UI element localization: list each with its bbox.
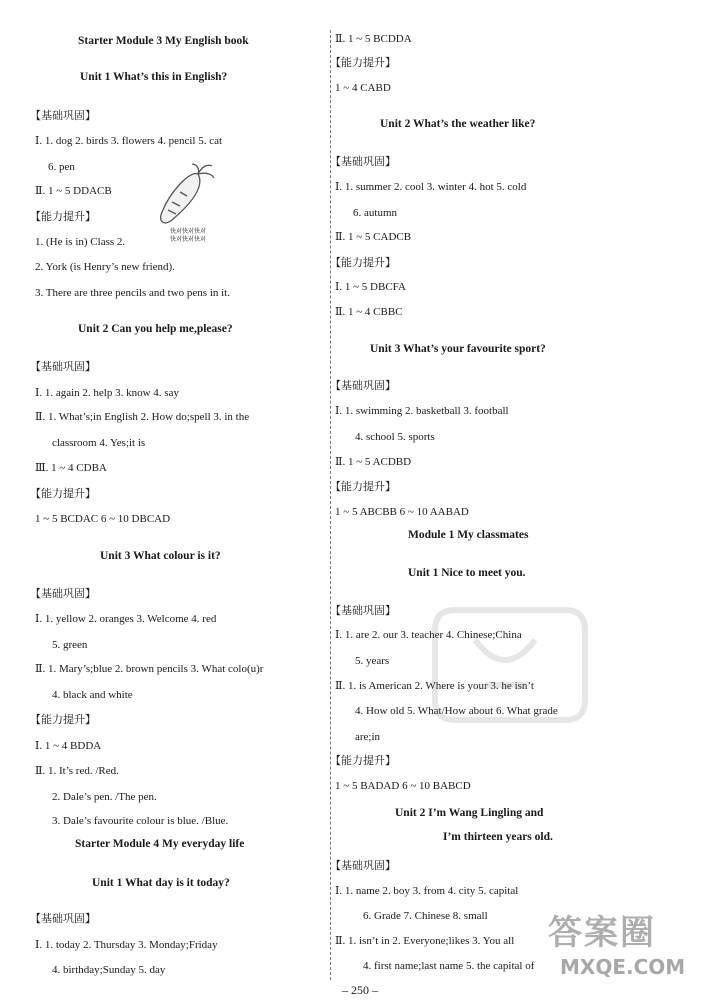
- answer-line: Ⅰ. 1. summer 2. cool 3. winter 4. hot 5. cold: [335, 181, 527, 193]
- answer-line: 2. Dale’s pen. /The pen.: [52, 791, 157, 803]
- section-label: 【能力提升】: [30, 210, 96, 223]
- answer-line: 6. Grade 7. Chinese 8. small: [363, 910, 488, 922]
- sticker-caption-line-1: 快对快对快对: [170, 228, 207, 235]
- answer-line: Ⅱ. 1 ~ 4 CBBC: [335, 306, 403, 318]
- stamp-watermark-icon: [415, 590, 595, 740]
- answer-line: Ⅰ. 1. swimming 2. basketball 3. football: [335, 405, 509, 417]
- answer-line: 6. pen: [48, 161, 75, 173]
- answer-line: Ⅲ. 1 ~ 4 CDBA: [35, 462, 107, 474]
- answer-line: Ⅰ. 1. today 2. Thursday 3. Monday;Friday: [35, 939, 218, 951]
- left-column: [0, 0, 330, 1007]
- heading: Unit 2 What’s the weather like?: [380, 118, 536, 130]
- section-label: 【能力提升】: [330, 56, 396, 69]
- answer-line: Ⅱ. 1 ~ 5 CADCB: [335, 231, 412, 243]
- section-label: 【能力提升】: [330, 754, 396, 767]
- answer-line: 1 ~ 5 BADAD 6 ~ 10 BABCD: [335, 780, 471, 792]
- answer-line: Ⅱ. 1 ~ 5 BCDDA: [335, 33, 412, 45]
- answer-line: 4. birthday;Sunday 5. day: [52, 964, 166, 976]
- heading: Starter Module 3 My English book: [78, 35, 249, 47]
- section-label: 【能力提升】: [30, 713, 96, 726]
- answer-line: Ⅰ. 1 ~ 4 BDDA: [35, 740, 102, 752]
- section-label: 【基础巩固】: [30, 109, 96, 122]
- right-column: [330, 0, 720, 1007]
- section-label: 【基础巩固】: [330, 155, 396, 168]
- section-label: 【基础巩固】: [30, 360, 96, 373]
- heading: Unit 2 I’m Wang Lingling and: [395, 807, 544, 819]
- heading: Unit 3 What’s your favourite sport?: [370, 343, 546, 355]
- answer-line: 1 ~ 5 ABCBB 6 ~ 10 AABAD: [335, 506, 469, 518]
- heading: Unit 1 What day is it today?: [92, 877, 230, 889]
- answer-line: 4. black and white: [52, 689, 133, 701]
- answer-line: 4. How old 5. What/How about 6. What grade: [355, 705, 558, 717]
- section-label: 【能力提升】: [330, 480, 396, 493]
- answer-line: 3. Dale’s favourite colour is blue. /Blue.: [52, 815, 229, 827]
- watermark-logo: 答案圈: [548, 913, 656, 953]
- answer-line: 3. There are three pencils and two pens in it.: [35, 287, 230, 299]
- section-label: 【基础巩固】: [330, 859, 396, 872]
- answer-line: Ⅰ. 1. are 2. our 3. teacher 4. Chinese;China: [335, 629, 522, 641]
- answer-line: 6. autumn: [353, 207, 397, 219]
- answer-line: 2. York (is Henry’s new friend).: [35, 261, 175, 273]
- watermark-url: MXQE.COM: [560, 955, 686, 979]
- sticker-caption-line-2: 快对快对快对: [170, 236, 207, 243]
- section-label: 【基础巩固】: [330, 379, 396, 392]
- page-number: – 250 –: [342, 983, 378, 997]
- answer-line: Ⅱ. 1. What’s;in English 2. How do;spell 3. in the: [35, 411, 250, 423]
- section-label: 【能力提升】: [330, 256, 396, 269]
- section-label: 【基础巩固】: [330, 604, 396, 617]
- answer-line: are;in: [355, 731, 381, 743]
- answer-line: Ⅰ. 1. again 2. help 3. know 4. say: [35, 387, 179, 399]
- answer-line: Ⅱ. 1 ~ 5 ACDBD: [335, 456, 412, 468]
- sticker-caption: [170, 228, 206, 244]
- heading: Unit 2 Can you help me,please?: [78, 323, 233, 335]
- answer-line: 4. school 5. sports: [355, 431, 435, 443]
- answer-line: Ⅰ. 1. dog 2. birds 3. flowers 4. pencil 5. cat: [35, 135, 223, 147]
- heading: I’m thirteen years old.: [443, 831, 553, 843]
- heading: Unit 3 What colour is it?: [100, 550, 221, 562]
- answer-line: Ⅰ. 1 ~ 5 DBCFA: [335, 281, 406, 293]
- heading: Unit 1 Nice to meet you.: [408, 567, 526, 579]
- section-label: 【能力提升】: [30, 487, 96, 500]
- heading: Module 1 My classmates: [408, 529, 529, 541]
- answer-line: Ⅱ. 1. It’s red. /Red.: [35, 765, 119, 777]
- section-label: 【基础巩固】: [30, 587, 96, 600]
- answer-line: 5. years: [355, 655, 390, 667]
- section-label: 【基础巩固】: [30, 912, 96, 925]
- answer-line: 1 ~ 5 BCDAC 6 ~ 10 DBCAD: [35, 513, 171, 525]
- answer-line: Ⅱ. 1. isn’t in 2. Everyone;likes 3. You all: [335, 935, 515, 947]
- answer-line: Ⅱ. 1 ~ 5 DDACB: [35, 185, 112, 197]
- answer-line: 1. (He is in) Class 2.: [35, 236, 126, 248]
- answer-line: 4. first name;last name 5. the capital of: [363, 960, 535, 972]
- heading: Unit 1 What’s this in English?: [80, 71, 228, 83]
- answer-line: Ⅱ. 1. is American 2. Where is your 3. he isn’t: [335, 680, 534, 692]
- answer-line: Ⅰ. 1. yellow 2. oranges 3. Welcome 4. red: [35, 613, 217, 625]
- column-divider: [330, 30, 331, 980]
- answer-line: Ⅱ. 1. Mary’s;blue 2. brown pencils 3. What colo(u)r: [35, 663, 264, 675]
- answer-line: classroom 4. Yes;it is: [52, 437, 146, 449]
- heading: Starter Module 4 My everyday life: [75, 838, 245, 850]
- answer-line: 5. green: [52, 639, 88, 651]
- answer-line: Ⅰ. 1. name 2. boy 3. from 4. city 5. capital: [335, 885, 519, 897]
- answer-line: 1 ~ 4 CABD: [335, 82, 391, 94]
